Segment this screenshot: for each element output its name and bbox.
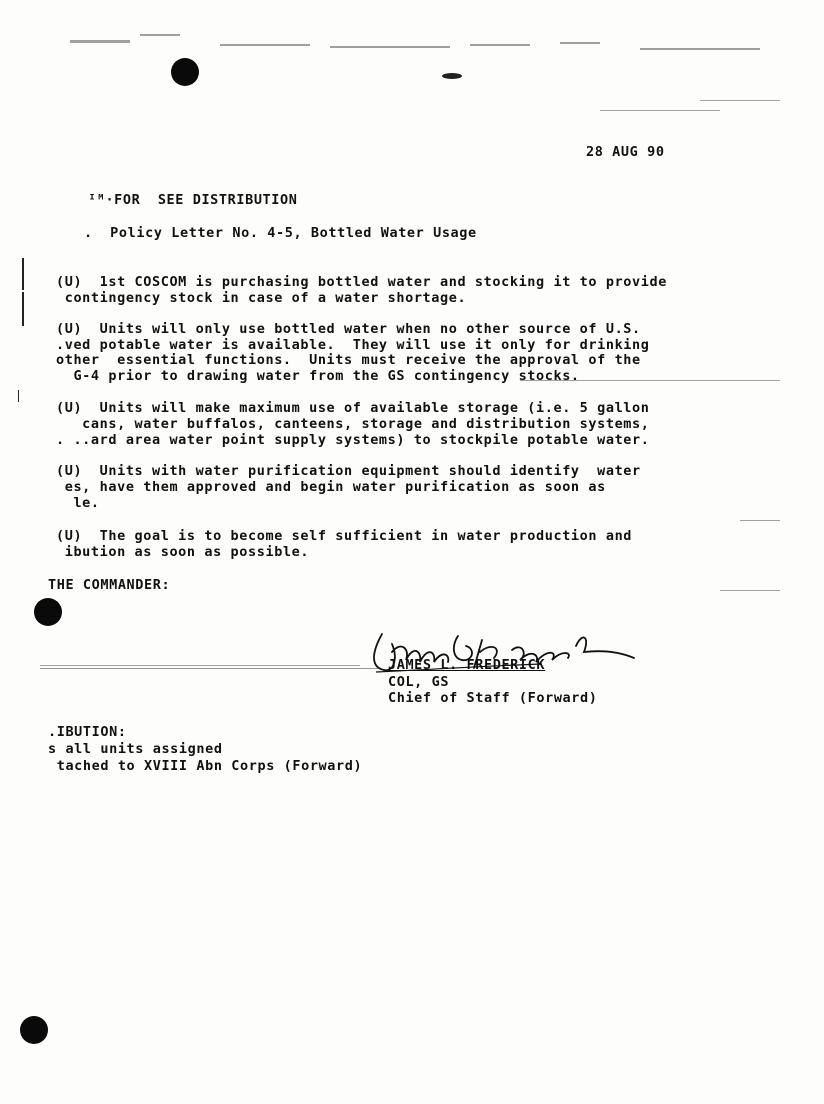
paragraph-4-line-3: le. (56, 495, 100, 511)
paragraph-5-line-1: (U) The goal is to become self sufficient in water production and (56, 528, 633, 544)
distribution-heading: .IBUTION: (48, 724, 127, 740)
paragraph-2-line-4: G-4 prior to drawing water from the GS contingency stocks. (56, 368, 580, 384)
paragraph-3-line-3: . ..ard area water point supply systems) to stockpile potable water. (56, 432, 650, 448)
paragraph-3-line-1: (U) Units will make maximum use of available storage (i.e. 5 gallon (56, 400, 650, 416)
signer-rank: COL, GS (388, 674, 450, 690)
paragraph-4-line-2: es, have them approved and begin water purification as soon as (56, 479, 606, 495)
change-bar-2 (22, 292, 24, 326)
punch-hole-bottom (20, 1016, 48, 1044)
paragraph-5-line-2: ibution as soon as possible. (56, 544, 310, 560)
signature-rule (40, 668, 380, 669)
paragraph-3-line-2: cans, water buffalos, canteens, storage and distribution systems, (56, 416, 650, 432)
punch-hole-top (171, 58, 199, 86)
signer-title: Chief of Staff (Forward) (388, 690, 598, 706)
document-date: 28 AUG 90 (586, 144, 665, 160)
subject-line: . Policy Letter No. 4-5, Bottled Water Usage (84, 225, 477, 241)
handwritten-signature (362, 622, 652, 682)
paragraph-1-line-1: (U) 1st COSCOM is purchasing bottled water and stocking it to provide (56, 274, 667, 290)
paragraph-1-line-2: contingency stock in case of a water shortage. (56, 290, 467, 306)
paragraph-2-line-1: (U) Units will only use bottled water when no other source of U.S. (56, 321, 641, 337)
paragraph-4-line-1: (U) Units with water purification equipment should identify water (56, 463, 641, 479)
memo-for-line: ᴵᴹ·FOR SEE DISTRIBUTION (88, 192, 298, 208)
signer-name: JAMES L. FREDERICK (388, 657, 546, 673)
for-the-commander: THE COMMANDER: (48, 577, 171, 593)
paragraph-2-line-3: other essential functions. Units must receive the approval of the (56, 352, 641, 368)
change-bar-3 (18, 390, 19, 402)
paragraph-2-line-2: .ved potable water is available. They will use it only for drinking (56, 337, 650, 353)
punch-hole-middle (34, 598, 62, 626)
change-bar-1 (22, 258, 24, 290)
distribution-line-2: tached to XVIII Abn Corps (Forward) (48, 758, 363, 774)
distribution-line-1: s all units assigned (48, 741, 223, 757)
